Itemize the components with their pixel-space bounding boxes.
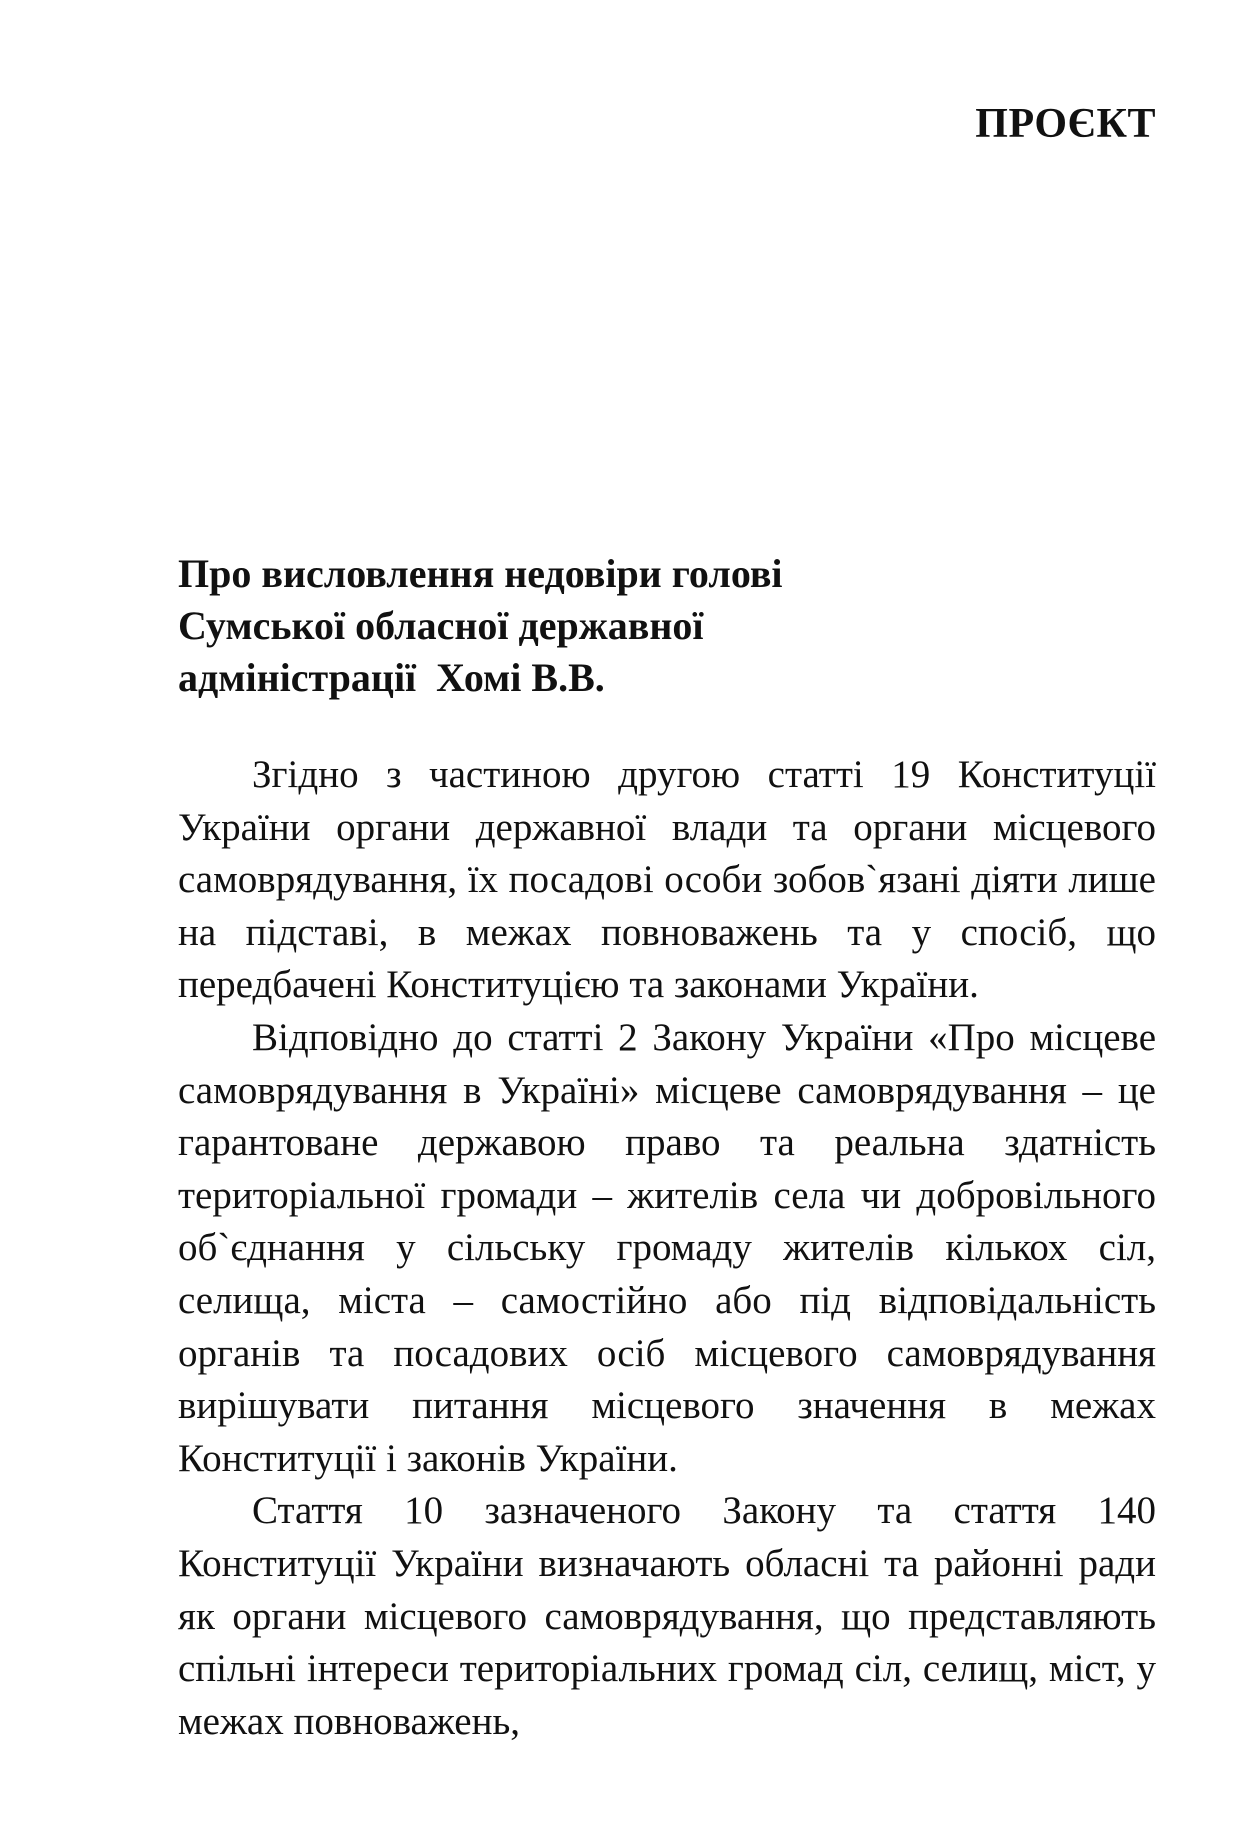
body-paragraph: Відповідно до статті 2 Закону України «Про місцеве самоврядування в Україні» місцеве самоврядування – це гарантоване державою право та реальна здатність територіальної громади – жителів села чи добровільного об`єднання у сільську громаду жителів кількох сіл, селища, міста – самостійно або під відповідальність органів та посадових осіб місцевого самоврядування вирішувати питання місцевого значення в межах Конституції і законів України. <box>178 1015 1156 1480</box>
draft-stamp: ПРОЄКТ <box>975 101 1156 147</box>
document-title <box>178 548 1078 704</box>
body-paragraph: Згідно з частиною другою статті 19 Конституції України органи державної влади та органи місцевого самоврядування, їх посадові особи зобов`язані діяти лише на підставі, в межах повноважень та у спосіб, що передбачені Конституцією та законами України. <box>178 753 1156 1007</box>
body-paragraph: Стаття 10 зазначеного Закону та стаття 140 Конституції України визначають обласні та районні ради як органи місцевого самоврядування, що представляють спільні інтереси територіальних громад сіл, селищ, міст, у межах повноважень, <box>178 1489 1156 1743</box>
title-line: адміністрації Хомі В.В. <box>178 655 605 700</box>
title-line: Про висловлення недовіри голові <box>178 551 783 596</box>
title-line: Сумської обласної державної <box>178 603 704 648</box>
document-body <box>178 749 1156 1748</box>
